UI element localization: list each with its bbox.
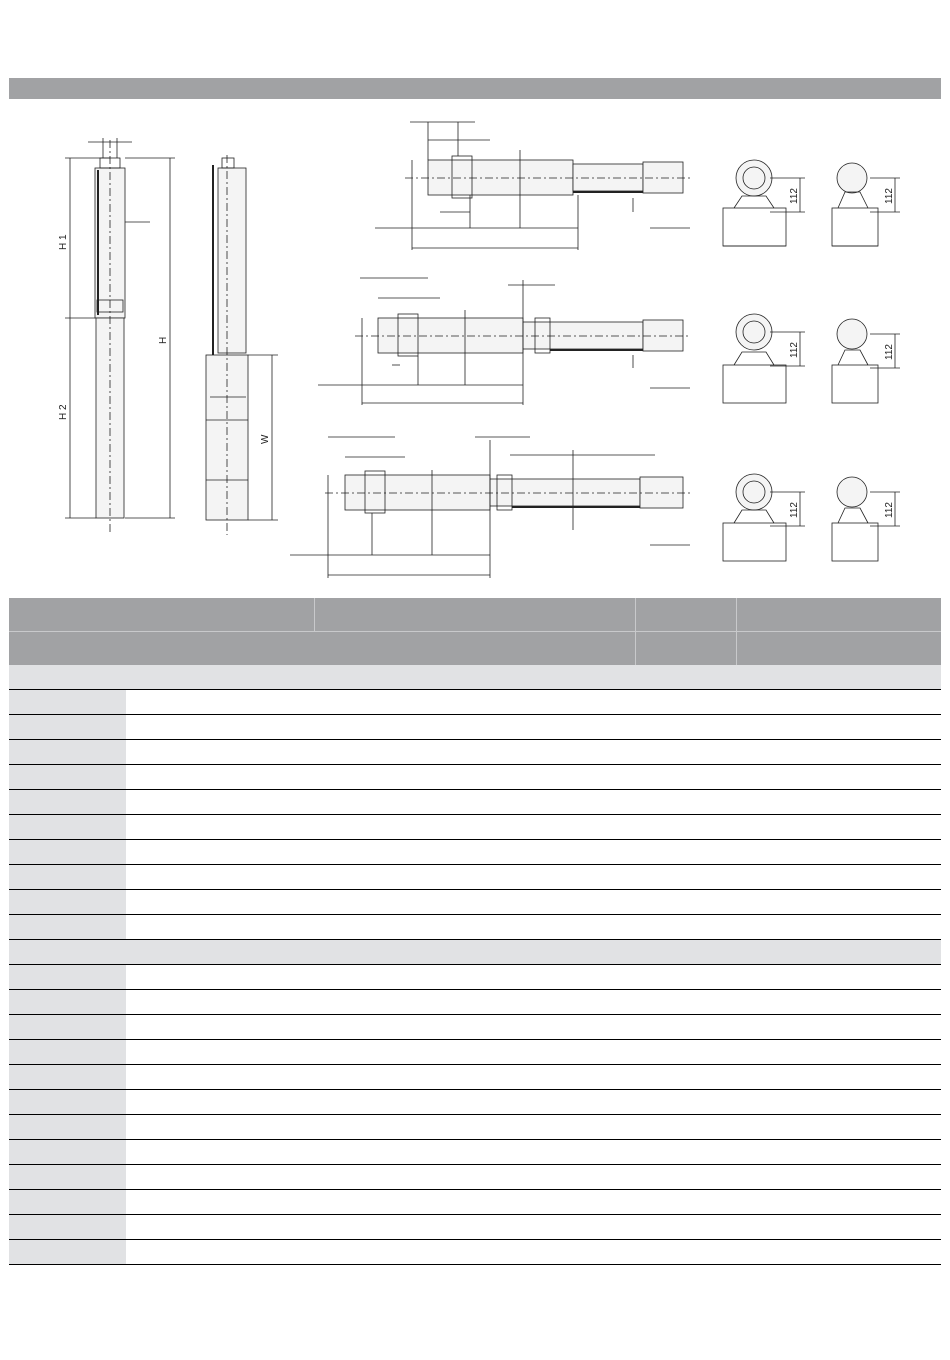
row-label-cell [9, 1215, 126, 1239]
spec-table [9, 598, 941, 1265]
end-view-row-2 [723, 314, 900, 403]
table-row [9, 765, 941, 790]
label-h1: H 1 [58, 234, 69, 250]
row-label-cell [9, 1015, 126, 1039]
table-row [9, 990, 941, 1015]
row-label-cell [9, 965, 126, 989]
header-cell [9, 598, 314, 631]
table-row [9, 1115, 941, 1140]
table-header-row-1 [9, 598, 941, 631]
table-row [9, 1190, 941, 1215]
table-row [9, 890, 941, 915]
table-body [9, 665, 941, 1265]
row-label-cell [9, 1140, 126, 1164]
row-label-cell [9, 790, 126, 814]
table-row [9, 1240, 941, 1265]
table-row [9, 865, 941, 890]
row-label-cell [9, 740, 126, 764]
table-row [9, 1215, 941, 1240]
dimension-drawing-svg [0, 100, 950, 595]
row-label-cell [9, 865, 126, 889]
table-row [9, 840, 941, 865]
table-row [9, 1015, 941, 1040]
vertical-pump-2 [206, 155, 278, 535]
table-row [9, 915, 941, 940]
row-label-cell [9, 990, 126, 1014]
table-row [9, 690, 941, 715]
row-label-cell [9, 1115, 126, 1139]
table-row [9, 715, 941, 740]
header-cell [635, 598, 737, 631]
label-h: H [158, 336, 169, 344]
horizontal-pump-3 [290, 437, 690, 578]
row-label-cell [9, 915, 126, 939]
label-w: W [260, 434, 271, 444]
label-112-r2b: 112 [884, 344, 895, 360]
header-cell [314, 598, 636, 631]
row-label-cell [9, 1190, 126, 1214]
row-label-cell [9, 1090, 126, 1114]
table-row [9, 1090, 941, 1115]
table-row [9, 1140, 941, 1165]
label-112-r3b: 112 [884, 502, 895, 518]
row-label-cell [9, 840, 126, 864]
row-label-cell [9, 1065, 126, 1089]
label-112-r3a: 112 [789, 502, 800, 518]
header-cell [736, 598, 942, 631]
row-label-cell [9, 1040, 126, 1064]
label-112-r1b: 112 [884, 188, 895, 204]
label-112-r1a: 112 [789, 188, 800, 204]
section-header-row [9, 665, 941, 690]
row-label-cell [9, 1165, 126, 1189]
row-label-cell [9, 890, 126, 914]
table-row [9, 965, 941, 990]
table-row [9, 1040, 941, 1065]
header-cell [736, 632, 942, 665]
label-h2: H 2 [58, 404, 69, 420]
section-header-row [9, 940, 941, 965]
table-row [9, 1165, 941, 1190]
title-bar [9, 78, 941, 99]
table-row [9, 740, 941, 765]
row-label-cell [9, 765, 126, 789]
end-view-row-3 [723, 474, 900, 561]
horizontal-pump-1 [375, 122, 690, 250]
row-label-cell [9, 1240, 126, 1264]
row-label-cell [9, 715, 126, 739]
row-label-cell [9, 690, 126, 714]
header-cell [9, 632, 635, 665]
table-row [9, 1065, 941, 1090]
header-cell [635, 632, 737, 665]
horizontal-pump-2 [318, 278, 690, 405]
table-row [9, 790, 941, 815]
technical-drawing [0, 100, 950, 595]
table-header-row-2 [9, 631, 941, 665]
row-label-cell [9, 815, 126, 839]
label-112-r2a: 112 [789, 342, 800, 358]
table-row [9, 815, 941, 840]
end-view-row-1 [723, 160, 900, 246]
vertical-pump-1 [65, 138, 175, 535]
